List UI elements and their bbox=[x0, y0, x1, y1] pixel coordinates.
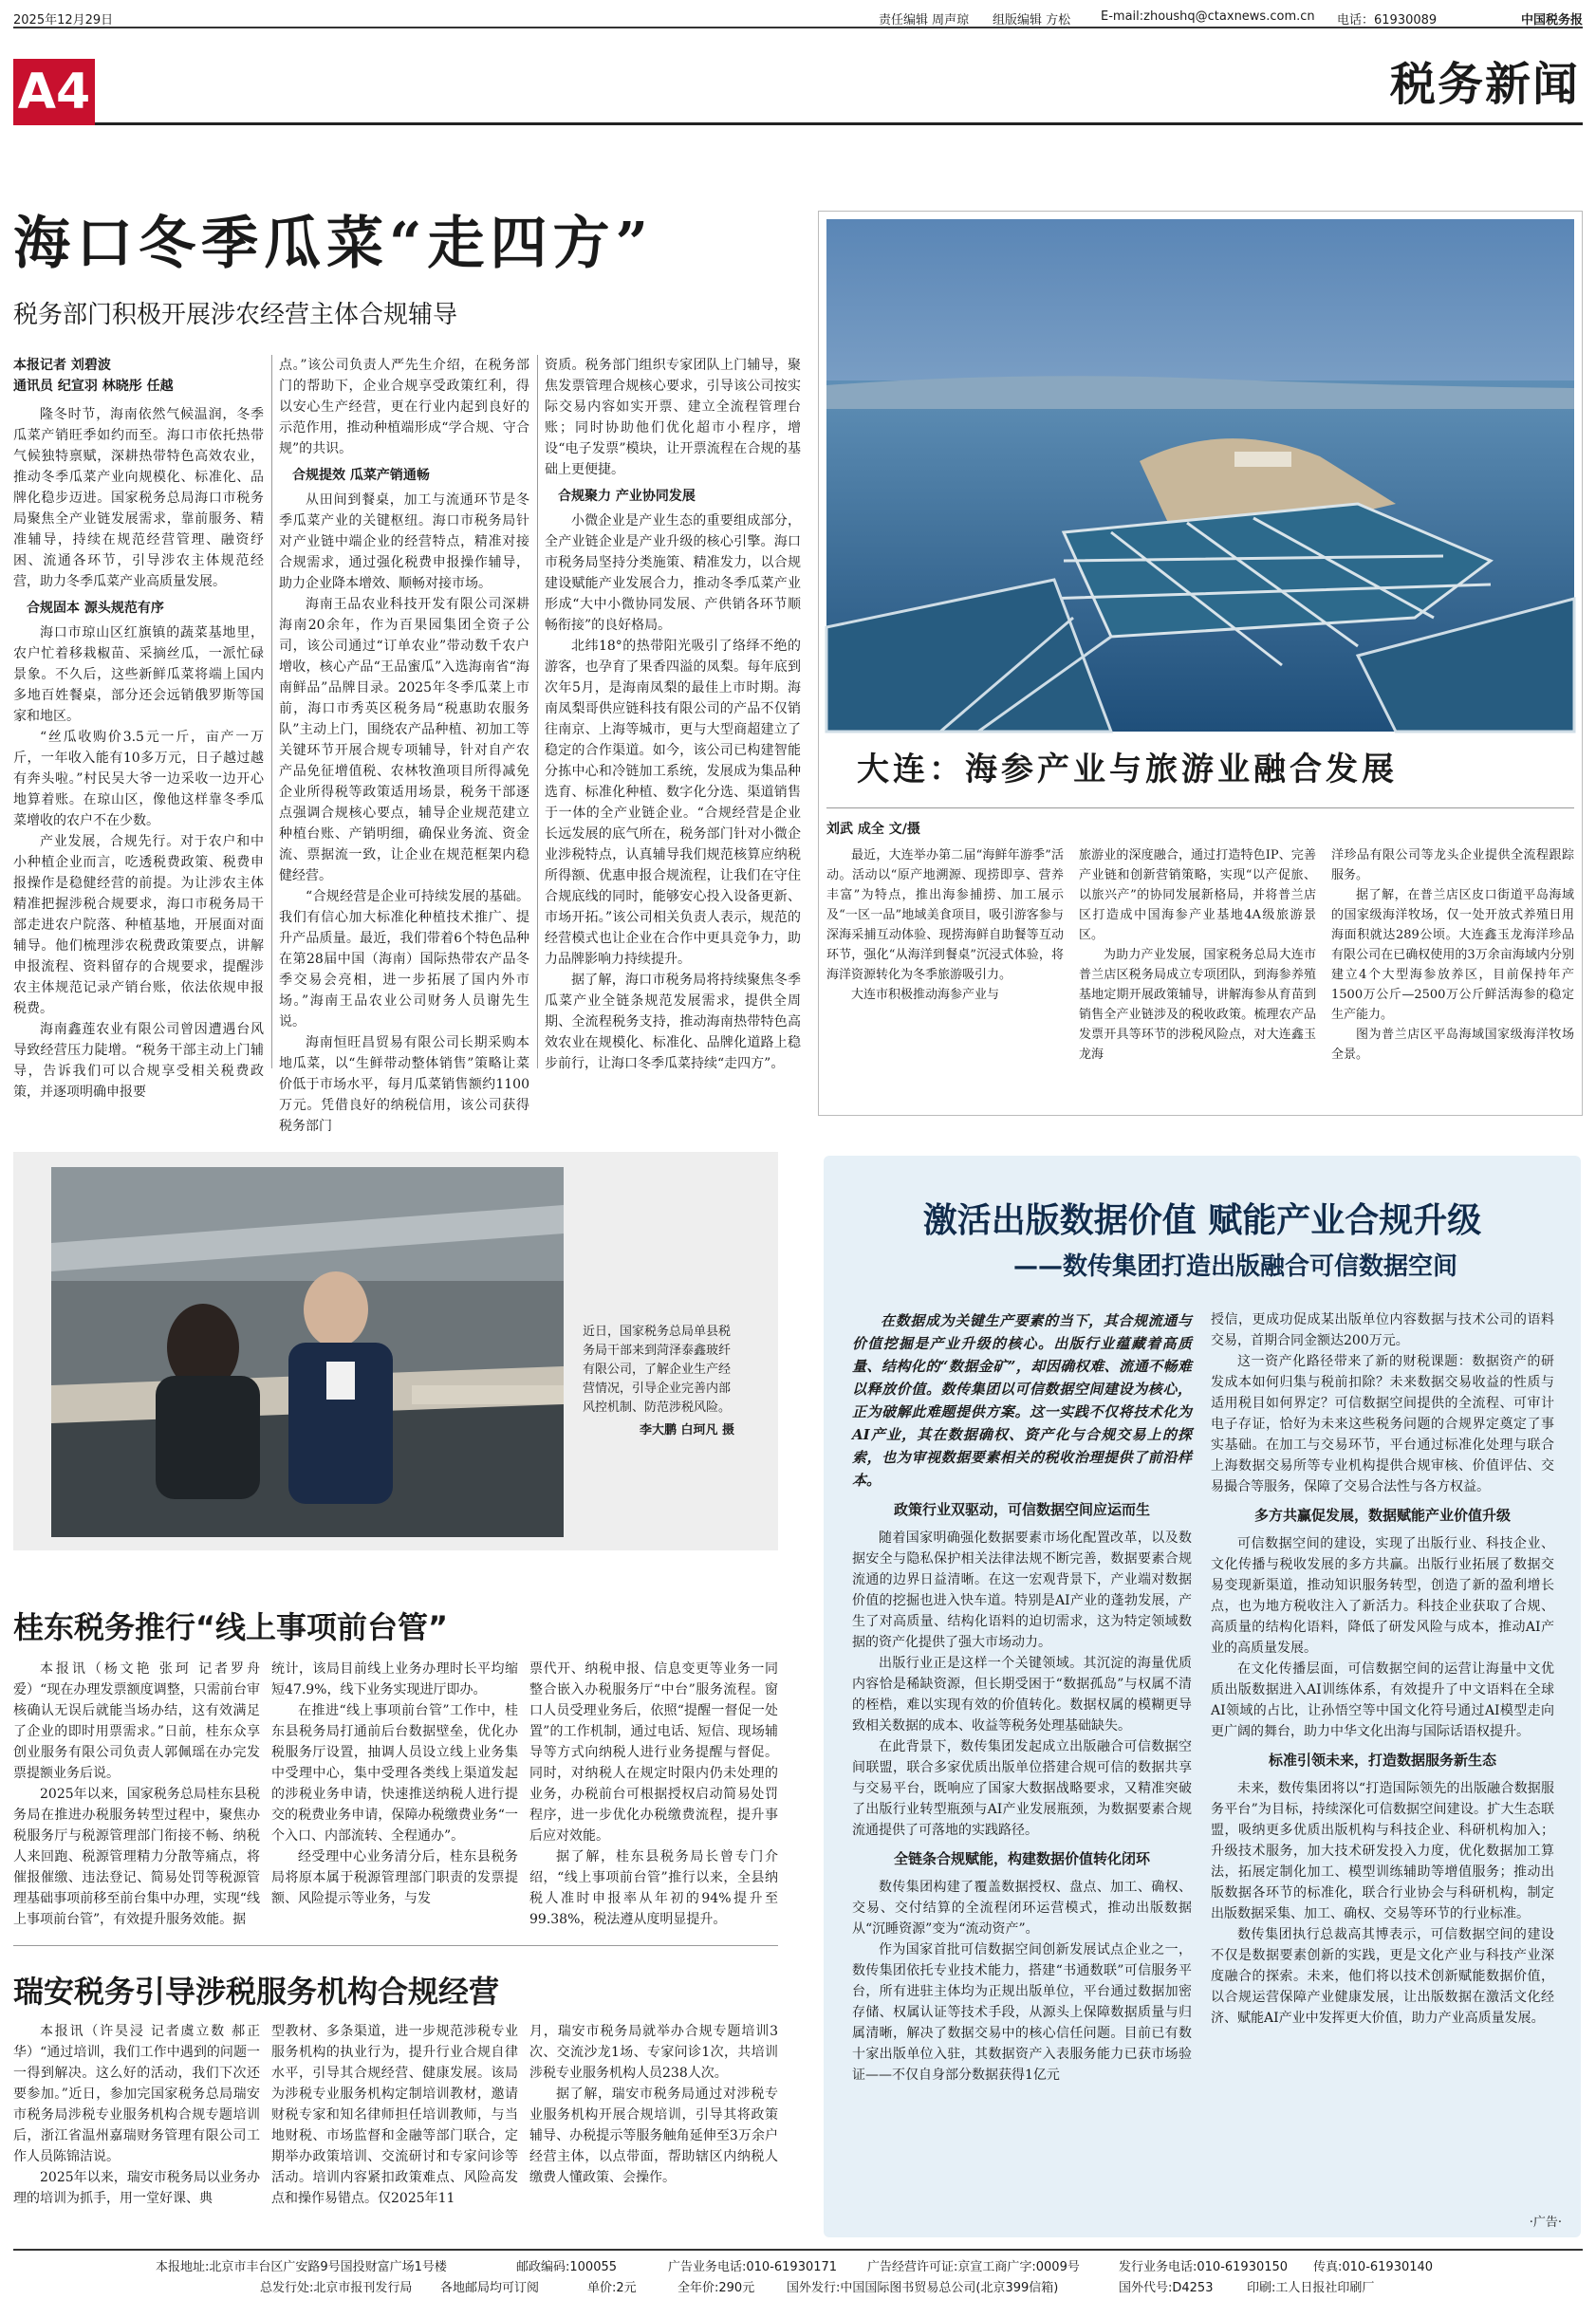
ad-subhead-4: 标准引领未来，打造数据服务新生态 bbox=[1268, 1752, 1496, 1769]
footer-fax: 传真:010-61930140 bbox=[1313, 2260, 1434, 2274]
footer-subscribe: 各地邮局均可订阅 bbox=[440, 2281, 540, 2295]
section-title: 税务新闻 bbox=[1389, 58, 1580, 111]
footer-distributor: 总发行处:北京市报刊发行局 bbox=[260, 2281, 413, 2295]
page-number: A4 bbox=[13, 59, 95, 125]
paragraph: 统计，该局目前线上业务办理时长平均缩短47.9%，线下业务实现进厅即办。 bbox=[271, 1661, 518, 1697]
caption-text: 近日，国家税务总局单县税务局干部来到菏泽泰鑫玻纤有限公司，了解企业生产经营情况，引导企业完善内部风控机制、防范涉税风险。 bbox=[583, 1325, 732, 1415]
paragraph: 本报讯（许昊浸 记者虞立数 郝正华）“通过培训，我们工作中遇到的问题一一得到解决。这么好的活动，我们下次还要参加。”近日，参加完国家税务总局瑞安市税务局涉税专业服务机构合规专题培训后，浙江省温州嘉瑞财务管理有限公司工作人员陈锦洁说。 bbox=[13, 2024, 260, 2164]
footer-annual-price: 全年价:290元 bbox=[677, 2281, 755, 2295]
ad-subhead-2: 全链条合规赋能，构建数据价值转化闭环 bbox=[893, 1850, 1150, 1867]
divider bbox=[826, 807, 1574, 808]
page-header bbox=[13, 8, 1583, 28]
paragraph: 票代开、纳税申报、信息变更等业务一同整合嵌入办税服务厅“中台”服务流程。窗口人员受理业务后，依照“提醒一督促一处置”的工作机制，通过电话、短信、现场辅导等方式向纳税人进行业务提醒与督促。同时，对纳税人在规定时限内仍未处理的业务，办税前台可根据授权启动简易处罚程序，进一步优化办税缴费流程，提升事后应对效能。 bbox=[529, 1661, 778, 1844]
paragraph: 数传集团构建了覆盖数据授权、盘点、加工、确权、交易、交付结算的全流程闭环运营模式，推动出版数据从“沉睡资源”变为“流动资产”。 bbox=[852, 1880, 1192, 1937]
paragraph: 本报讯（杨文艳 张珂 记者罗舟爱）“现在办理发票额度调整，只需前台审核确认无误后就能当场办结，这有效满足了企业的即时用票需求。”日前，桂东众享创业服务有限公司负责人郭佩瑶在办完发票提额业务后说。 bbox=[13, 1661, 260, 1781]
paragraph: 作为国家首批可信数据空间创新发展试点企业之一，数传集团依托专业技术能力，搭建“书通数联”可信服务平台，所有进驻主体均为正规出版单位，平台通过数据加密存储、权属认证等技术手段，从源头上保障数据质量与归属清晰，解决了数据交易中的核心信任问题。目前已有数十家出版单位入驻，其数据资产入表服务能力已获市场验证——不仅自身部分数据获得1亿元 bbox=[852, 1942, 1192, 2083]
paragraph: 数传集团执行总裁高其博表示，可信数据空间的建设不仅是数据要素创新的实践，更是文化产业与科技产业深度融合的探索。未来，他们将以技术创新赋能数据价值，以合规运营保障产业健康发展，让出版数据在激活文化经济、赋能AI产业中发挥更大价值，助力产业高质量发展。 bbox=[1211, 1927, 1554, 2026]
paragraph: 在此背景下，数传集团发起成立出版融合可信数据空间联盟，联合多家优质出版单位搭建合规可信的数据共享与交易平台，既响应了国家大数据战略要求，又精准突破了出版行业转型瓶颈与AI产业发展瓶颈，为数据要素合规流通提供了可落地的实践路径。 bbox=[852, 1739, 1192, 1838]
column-divider bbox=[271, 355, 272, 1068]
editor: 责任编辑 周声琼 bbox=[879, 13, 970, 28]
ad-headline: 激活出版数据价值 赋能产业合规升级 bbox=[922, 1201, 1482, 1240]
lead-byline-correspondents: 通讯员 纪宣羽 林晓彤 任越 bbox=[13, 379, 174, 394]
paragraph: 随着国家明确强化数据要素市场化配置改革，以及数据安全与隐私保护相关法律法规不断完善，数据要素合规流通的边界日益清晰。在这一宏观背景下，产业端对数据价值的挖掘也进入快车道。特别是AI产业的蓬勃发展，产生了对高质量、结构化语料的迫切需求，这为特定领域数据的资产化提供了强大市场动力。 bbox=[852, 1530, 1192, 1650]
paper-name: 中国税务报 bbox=[1520, 13, 1583, 28]
paragraph: 产业发展，合规先行。对于农户和中小种植企业而言，吃透税费政策、税费申报操作是稳健经营的前提。为让涉农主体精准把握涉税合规要求，海口市税务局干部走进农户院落、种植基地，开展面对面辅导。他们梳理涉农税费政策要点，讲解申报流程、资料留存的合规要求，提醒涉农主体规范记录产销台账，依法依规申报税费。 bbox=[13, 834, 264, 1016]
paragraph: 点。”该公司负责人严先生介绍，在税务部门的帮助下，企业合规享受政策红利，得以安心生产经营，更在行业内起到良好的示范作用，推动种植端形成“学合规、守合规”的共识。 bbox=[279, 358, 529, 456]
dalian-story bbox=[818, 211, 1583, 1116]
paragraph: 最近，大连举办第二届“海鲜年游季”活动。活动以“原产地溯源、现捞即享、营养丰富”为特点，推出海参捕捞、加工展示及“一区一品”地域美食项目，吸引游客参与深海采捕互动体验、现捞海鲜自助餐等互动环节，强化“从海洋到餐桌”沉浸式体验，将海洋资源转化为冬季旅游吸引力。 bbox=[826, 848, 1064, 982]
footer-ad-license: 广告经营许可证:京宣工商广字:0009号 bbox=[867, 2260, 1080, 2274]
paragraph: 2025年以来，瑞安市税务局以业务办理的培训为抓手，用一堂好课、典 bbox=[13, 2170, 260, 2206]
paragraph: 据了解，瑞安市税务局通过对涉税专业服务机构开展合规培训，引导其将政策辅导、办税提示等服务触角延伸至3万余户经营主体，以点带面，帮助辖区内纳税人缴费人懂政策、会操作。 bbox=[529, 2087, 778, 2185]
ruian-column-2 bbox=[271, 2021, 518, 2239]
paragraph: 2025年以来，国家税务总局桂东县税务局在推进办税服务转型过程中，聚焦办税服务厅与税源管理部门衔接不畅、纳税人来回跑、税源管理精力分散等痛点，将催报催缴、违法登记、简易处罚等税源管理基础事项前移至前台集中办理，实现“线上事项前台管”，有效提升服务效能。据 bbox=[13, 1787, 260, 1927]
ad-column-1 bbox=[852, 1309, 1192, 2220]
lead-headline: 海口冬季瓜菜“走四方” bbox=[13, 211, 655, 277]
paragraph: “丝瓜收购价3.5元一斤，亩产一万斤，一年收入能有10多万元，日子越过越有奔头啦。”村民吴大爷一边采收一边开心地算着账。在琼山区，像他这样靠冬季瓜菜增收的农户不在少数。 bbox=[13, 730, 264, 828]
paragraph: 洋珍品有限公司等龙头企业提供全流程跟踪服务。 bbox=[1331, 848, 1574, 882]
lead-subheadline: 税务部门积极开展涉农经营主体合规辅导 bbox=[13, 301, 458, 329]
dalian-byline: 刘武 成全 文/摄 bbox=[826, 822, 920, 837]
ad-subhead-1: 政策行业双驱动，可信数据空间应运而生 bbox=[893, 1501, 1150, 1518]
paragraph: 小微企业是产业生态的重要组成部分，全产业链企业是产业升级的核心引擎。海口市税务局坚持分类施策、精准发力，以合规建设赋能产业发展合力，推动冬季瓜菜产业形成“大中小微协同发展、产供销各环节顺畅衔接”的良好格局。 bbox=[545, 513, 801, 633]
paragraph: 出版行业正是这样一个关键领域。其沉淀的海量优质内容恰是稀缺资源，但长期受困于“数据孤岛”与权属不清的桎梏，难以实现有效的价值转化。数据权属的模糊更导致相关数据的成本、收益等税务处理基础缺失。 bbox=[852, 1656, 1192, 1734]
phone: 电话：61930089 bbox=[1337, 13, 1438, 28]
advertisement bbox=[824, 1156, 1581, 2237]
ad-column-2 bbox=[1211, 1309, 1554, 2220]
guidong-column-2 bbox=[271, 1659, 518, 1934]
paragraph: 据了解，海口市税务局将持续聚焦冬季瓜菜产业全链条规范发展需求，提供全周期、全流程税务支持，推动海南热带特色高效农业在规模化、标准化、品牌化道路上稳步前行，让海口冬季瓜菜持续“走四方”。 bbox=[545, 973, 801, 1071]
lead-subhead-1: 合规固本 源头规范有序 bbox=[27, 601, 164, 616]
guidong-headline: 桂东税务推行“线上事项前台管” bbox=[13, 1609, 449, 1645]
paragraph: 旅游业的深度融合，通过打造特色IP、完善产业链和创新营销策略，实现“以产促旅、以旅兴产”的协同发展新格局，并将普兰店区打造成中国海参产业基地4A级旅游景区。 bbox=[1079, 848, 1316, 942]
paragraph: 大连市积极推动海参产业与 bbox=[851, 988, 1000, 1002]
paragraph: 海南恒旺昌贸易有限公司长期采购本地瓜菜，以“生鲜带动整体销售”策略让菜价低于市场水平，每月瓜菜销售额约1100万元。凭借良好的纳税信用，该公司获得税务部门 bbox=[279, 1035, 529, 1134]
photo-credit: 李大鹏 白珂凡 摄 bbox=[639, 1423, 734, 1438]
email[interactable]: E-mail:zhoushq@ctaxnews.com.cn bbox=[1101, 9, 1315, 24]
paragraph: 从田间到餐桌，加工与流通环节是冬季瓜菜产业的关键枢纽。海口市税务局针对产业链中端企业的经营特点，精准对接合规需求，通过强化税费申报操作辅导，助力企业降本增效、顺畅对接市场。 bbox=[279, 492, 529, 591]
ad-subheadline: ——数传集团打造出版融合可信数据空间 bbox=[1013, 1252, 1458, 1281]
factory-photo bbox=[51, 1167, 564, 1537]
lead-column-1 bbox=[13, 355, 264, 1100]
paragraph: 月，瑞安市税务局就举办合规专题培训3次、交流沙龙1场、专家问诊1次，共培训涉税专业服务机构人员238人次。 bbox=[529, 2024, 778, 2081]
guidong-column-3 bbox=[529, 1659, 778, 1934]
paragraph: 隆冬时节，海南依然气候温润，冬季瓜菜产销旺季如约而至。海口市依托热带气候独特禀赋，深耕热带特色高效农业，推动冬季瓜菜产业向规模化、标准化、品牌化稳步迈进。国家税务总局海口市税务局聚焦全产业链发展需求，靠前服务、精准辅导，持续在规范经营管理、融资纾困、流通各环节，引导涉农主体规范经营，助力冬季瓜菜产业高质量发展。 bbox=[13, 407, 264, 589]
paragraph: 授信，更成功促成某出版单位内容数据与技术公司的语料交易，首期合同金额达200万元。 bbox=[1211, 1312, 1554, 1348]
ad-subhead-3: 多方共赢促发展，数据赋能产业价值升级 bbox=[1253, 1507, 1511, 1524]
footer-address: 本报地址:北京市丰台区广安路9号国投财富广场1号楼 bbox=[156, 2260, 447, 2274]
paragraph: 海口市琼山区红旗镇的蔬菜基地里，农户忙着移栽椒苗、采摘丝瓜，一派忙碌景象。不久后，这些新鲜瓜菜将端上国内多地百姓餐桌，部分还会远销俄罗斯等国家和地区。 bbox=[13, 625, 264, 724]
ruian-column-3 bbox=[529, 2021, 778, 2239]
lead-byline-reporter: 本报记者 刘碧波 bbox=[13, 358, 111, 373]
paragraph: 型教材、多条渠道，进一步规范涉税专业服务机构的执业行为，提升行业合规自律水平，引导其合规经营、健康发展。该局为涉税专业服务机构定制培训教材，邀请财税专家和知名律师担任培训教师，与当地财税、市场监督和金融等部门联合，定期举办政策培训、交流研讨和专家问诊等活动。培训内容紧扣政策难点、风险高发点和操作易错点。仅2025年11 bbox=[271, 2024, 518, 2206]
footer-unit-price: 单价:2元 bbox=[587, 2281, 637, 2295]
sea-ranch-aerial-image bbox=[826, 219, 1574, 732]
footer-postcode: 邮政编码:100055 bbox=[516, 2260, 618, 2274]
layout-editor: 组版编辑 方松 bbox=[993, 13, 1071, 28]
factory-photo-caption bbox=[583, 1323, 734, 1503]
paragraph: 可信数据空间的建设，实现了出版行业、科技企业、文化传播与税收发展的多方共赢。出版行业拓展了数据交易变现新渠道，推动知识服务转型，创造了新的盈利增长点，也为地方税收注入了新活力。科技企业获取了合规、高质量的结构化语料，降低了研发风险与成本，推动AI产业的高质量发展。 bbox=[1211, 1536, 1554, 1656]
footer-ad-phone: 广告业务电话:010-61930171 bbox=[668, 2260, 838, 2274]
factory-visit-image bbox=[51, 1167, 564, 1537]
paragraph: 这一资产化路径带来了新的财税课题：数据资产的研发成本如何归集与税前扣除？未来数据交易收益的性质与适用税目如何界定？可信数据空间提供的全流程、可审计电子存证，恰好为未来这些税务问题的合规界定奠定了事实基础。在加工与交易环节，平台通过标准化处理与联合上海数据交易所等专业机构提供合规审核、价值评估、交易撮合等服务，保障了交易合法性与各方权益。 bbox=[1211, 1354, 1554, 1494]
column-divider bbox=[537, 355, 538, 1068]
paragraph: 海南王品农业科技开发有限公司深耕海南20余年，作为百果园集团全资子公司，该公司通过“订单农业”带动数千农户增收，核心产品“王品蜜瓜”入选海南省“海南鲜品”品牌目录。2025年冬季瓜菜上市前，海口市秀英区税务局“税惠助农服务队”主动上门，围绕农产品种植、初加工等关键环节开展合规专项辅导，针对自产农产品免征增值税、农林牧渔项目所得减免企业所得税等政策适用场景，税务干部逐点强调合规核心要点，辅导企业规范建立种植台账、产销明细，确保业务流、资金流、票据流一致，让企业在规范框架内稳健经营。 bbox=[279, 597, 529, 883]
lead-column-2 bbox=[279, 355, 529, 1134]
paragraph: 资质。税务部门组织专家团队上门辅导，聚焦发票管理合规核心要求，引导该公司按实际交易内容如实开票、建立全流程管理台账；同时协助他们优化超市小程序，增设“电子发票”模块，让开票流程在合规的基础上更便捷。 bbox=[545, 358, 801, 477]
paragraph: 为助力产业发展，国家税务总局大连市普兰店区税务局成立专项团队，到海参养殖基地定期开展政策辅导，讲解海参从育苗到销售全产业链涉及的税收政策。梳理农产品发票开具等环节的涉税风险点，对大连鑫玉龙海 bbox=[1079, 948, 1316, 1062]
footer-overseas: 国外发行:中国国际图书贸易总公司(北京399信箱) bbox=[787, 2281, 1059, 2295]
paragraph: 经受理中心业务清分后，桂东县税务局将原本属于税源管理部门职责的发票提额、风险提示等业务，与发 bbox=[271, 1849, 518, 1906]
ruian-headline: 瑞安税务引导涉税服务机构合规经营 bbox=[13, 1974, 500, 2010]
dalian-headline: 大连：海参产业与旅游业融合发展 bbox=[857, 751, 1398, 788]
paragraph: “合规经营是企业可持续发展的基础。我们有信心加大标准化种植技术推广、提升产品质量。最近，我们带着6个特色品种在第28届中国（海南）国际热带农产品冬季交易会亮相，进一步拓展了国内外市场。”海南王品农业公司财务人员谢先生说。 bbox=[279, 889, 529, 1029]
dalian-column-2 bbox=[1079, 845, 1316, 1111]
dalian-column-1 bbox=[826, 845, 1064, 1111]
footer-printer: 印刷:工人日报社印刷厂 bbox=[1247, 2281, 1375, 2295]
paragraph: 北纬18°的热带阳光吸引了络绎不绝的游客，也孕育了果香四溢的凤梨。每年底到次年5月，是海南凤梨的最佳上市时期。海南凤梨哥供应链科技有限公司的产品不仅销往南京、上海等城市，更与大型商超建立了稳定的合作渠道。如今，该公司已构建智能分拣中心和冷链加工系统，发展成为集品种选育、标准化种植、数字化分选、渠道销售于一体的全产业链企业。“合规经营是企业长远发展的底气所在，税务部门针对小微企业涉税特点，认真辅导我们规范核算应纳税所得额、优惠申报合规流程，让我们在守住合规底线的同时，能够安心投入设备更新、市场开拓。”该公司相关负责人表示，规范的经营模式也让企业在合作中更具竞争力，助力品牌影响力持续提升。 bbox=[545, 639, 801, 967]
page-footer bbox=[13, 2249, 1583, 2300]
lead-subhead-2: 合规提效 瓜菜产销通畅 bbox=[292, 468, 430, 483]
footer-circulation-phone: 发行业务电话:010-61930150 bbox=[1119, 2260, 1289, 2274]
ad-tag: ·广告· bbox=[1529, 2216, 1562, 2230]
tax-visit-photo-block bbox=[13, 1152, 778, 1550]
header-rule bbox=[95, 122, 1583, 125]
footer-overseas-code: 国外代号:D4253 bbox=[1119, 2281, 1214, 2295]
lead-column-3 bbox=[545, 355, 801, 1071]
dalian-column-3 bbox=[1331, 845, 1574, 1111]
paragraph: 在推进“线上事项前台管”工作中，桂东县税务局打通前后台数据壁垒，优化办税服务厅设置，抽调人员设立线上业务集中受理中心，集中受理各类线上渠道发起的涉税业务申请，快速推送纳税人进行提交的税费业务申请，保障办税缴费业务“一个入口、内部流转、全程通办”。 bbox=[271, 1703, 518, 1844]
guidong-column-1 bbox=[13, 1659, 260, 1934]
dalian-photo bbox=[826, 219, 1574, 732]
ad-intro: 在数据成为关键生产要素的当下，其合规流通与价值挖掘是产业升级的核心。出版行业蕴藏着高质量、结构化的“数据金矿”，却因确权难、流通不畅难以释放价值。数传集团以可信数据空间建设为核心，正为破解此难题提供方案。这一实践不仅将技术化为AI产业，其在数据确权、资产化与合规交易上的探索，也为审视数据要素相关的税收治理提供了前沿样本。 bbox=[852, 1312, 1192, 1489]
ruian-column-1 bbox=[13, 2021, 260, 2239]
paragraph: 在文化传播层面，可信数据空间的运营让海量中文优质出版数据进入AI训练体系，有效提升了中文语料在全球AI领域的占比，让孙悟空等中国文化符号通过AI模型走向更广阔的舞台，助力中华文化出海与国际话语权提升。 bbox=[1211, 1661, 1554, 1739]
paragraph: 海南鑫莲农业有限公司曾因遭遇台风导致经营压力陡增。“税务干部主动上门辅导，告诉我们可以合规享受相关税费政策，并逐项明确申报要 bbox=[13, 1022, 264, 1100]
paragraph: 据了解，在普兰店区皮口街道平岛海域的国家级海洋牧场，仅一处开放式养殖日用海面积就达289公顷。大连鑫玉龙海洋珍品有限公司在已确权使用的3万余亩海域内分别建立4个大型海参放养区，目前保持年产1500万公斤—2500万公斤鲜活海参的稳定生产能力。 bbox=[1331, 888, 1574, 1022]
paragraph: 据了解，桂东县税务局长曾专门介绍，“线上事项前台管”推行以来，全县纳税人准时申报率从年初的94%提升至99.38%，税法遵从度明显提升。 bbox=[529, 1849, 778, 1927]
paragraph: 图为普兰店区平岛海域国家级海洋牧场全景。 bbox=[1331, 1028, 1574, 1062]
divider bbox=[13, 1945, 778, 1946]
paragraph: 未来，数传集团将以“打造国际领先的出版融合数据服务平台”为目标，持续深化可信数据空间建设。扩大生态联盟，吸纳更多优质出版机构与科技企业、科研机构加入；升级技术服务，加大技术研发投入力度，优化数据加工算法，拓展定制化加工、模型训练辅助等增值服务；推动出版数据各环节的标准化，联合行业协会与科研机构，制定出版数据采集、加工、确权、交易等环节的行业标准。 bbox=[1211, 1781, 1554, 1921]
lead-subhead-3: 合规聚力 产业协同发展 bbox=[558, 489, 696, 504]
issue-date: 2025年12月29日 bbox=[13, 13, 114, 28]
